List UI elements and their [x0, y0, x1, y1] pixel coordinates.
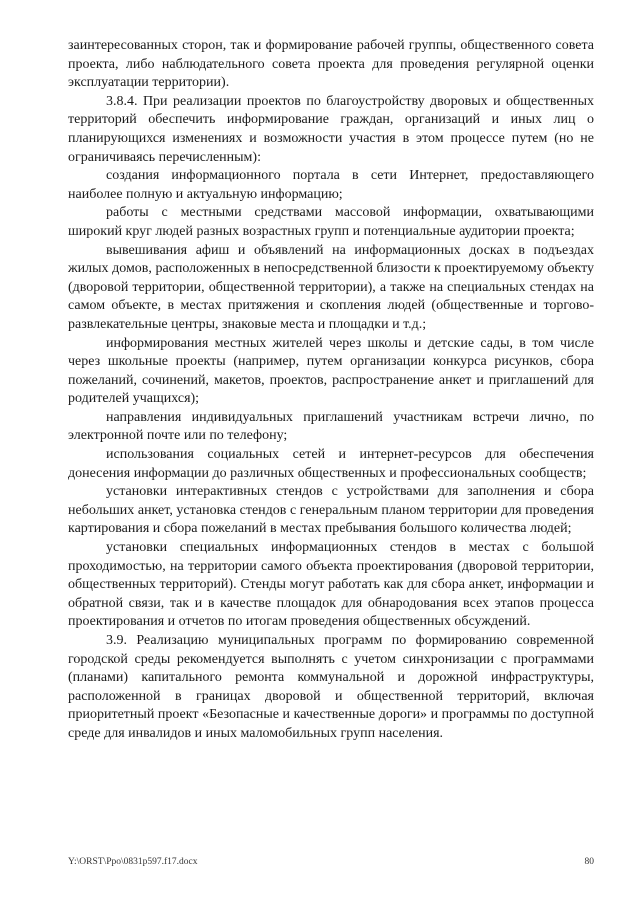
- page-footer: [68, 857, 594, 867]
- file-path: Y:\ORST\Ppo\0831p597.f17.docx: [68, 857, 198, 867]
- body-text: [68, 37, 594, 744]
- paragraph: 3.8.4. При реализации проектов по благоустройству дворовых и общественных территорий обеспечить информирование граждан, организаций и иных лиц о планирующихся изменениях и возможности участия в этом процессе путем (но не ограничиваясь перечисленным):: [68, 93, 594, 165]
- paragraph: установки интерактивных стендов с устройствами для заполнения и сбора небольших анкет, установка стендов с генеральным планом территории для проведения картирования и сбора пожеланий в местах пребывания большого количества людей;: [68, 484, 594, 537]
- paragraph: направления индивидуальных приглашений участникам встречи лично, по электронной почте или по телефону;: [68, 409, 594, 444]
- paragraph: использования социальных сетей и интернет-ресурсов для обеспечения донесения информации до различных общественных и профессиональных сообществ;: [68, 447, 594, 481]
- paragraph: установки специальных информационных стендов в местах с большой проходимостью, на территории самого объекта проектирования (дворовой территории, общественных территорий). Стенды могут работать как для сбора анкет, информации и обратной связи, так и в качестве площадок для обнародования всех этапов процесса проектирования и отчетов по итогам проведения общественных обсуждений.: [68, 540, 594, 630]
- paragraph: заинтересованных сторон, так и формирование рабочей группы, общественного совета проекта, либо наблюдательного совета проекта для проведения регулярной оценки эксплуатации территории).: [68, 38, 594, 91]
- paragraph: вывешивания афиш и объявлений на информационных досках в подъездах жилых домов, расположенных в непосредственной близости к проектируемому объекту (дворовой территории, общественной территории), а также на специальных стендах на самом объекте, в местах притяжения и скопления людей (общественные и торгово-развлекательные центры, знаковые места и площадки и т.д.;: [68, 242, 594, 332]
- page-number: 80: [584, 857, 594, 867]
- paragraph: 3.9. Реализацию муниципальных программ по формированию современной городской среды рекомендуется выполнять с учетом синхронизации с программами (планами) капитального ремонта коммунальной и дорожной инфраструктуры, расположенной в границах дворовой и общественной территорий, включая приоритетный проект «Безопасные и качественные дороги» и программы по доступной среде для инвалидов и иных маломобильных групп населения.: [68, 633, 594, 741]
- paragraph: создания информационного портала в сети Интернет, предоставляющего наиболее полную и актуальную информацию;: [68, 168, 594, 202]
- paragraph: работы с местными средствами массовой информации, охватывающими широкий круг людей разных возрастных групп и потенциальные аудитории проекта;: [68, 205, 594, 239]
- paragraph: информирования местных жителей через школы и детские сады, в том числе через школьные проекты (например, путем организации конкурса рисунков, сбора пожеланий, сочинений, макетов, проектов, распространение анкет и приглашений для родителей учащихся);: [68, 335, 594, 407]
